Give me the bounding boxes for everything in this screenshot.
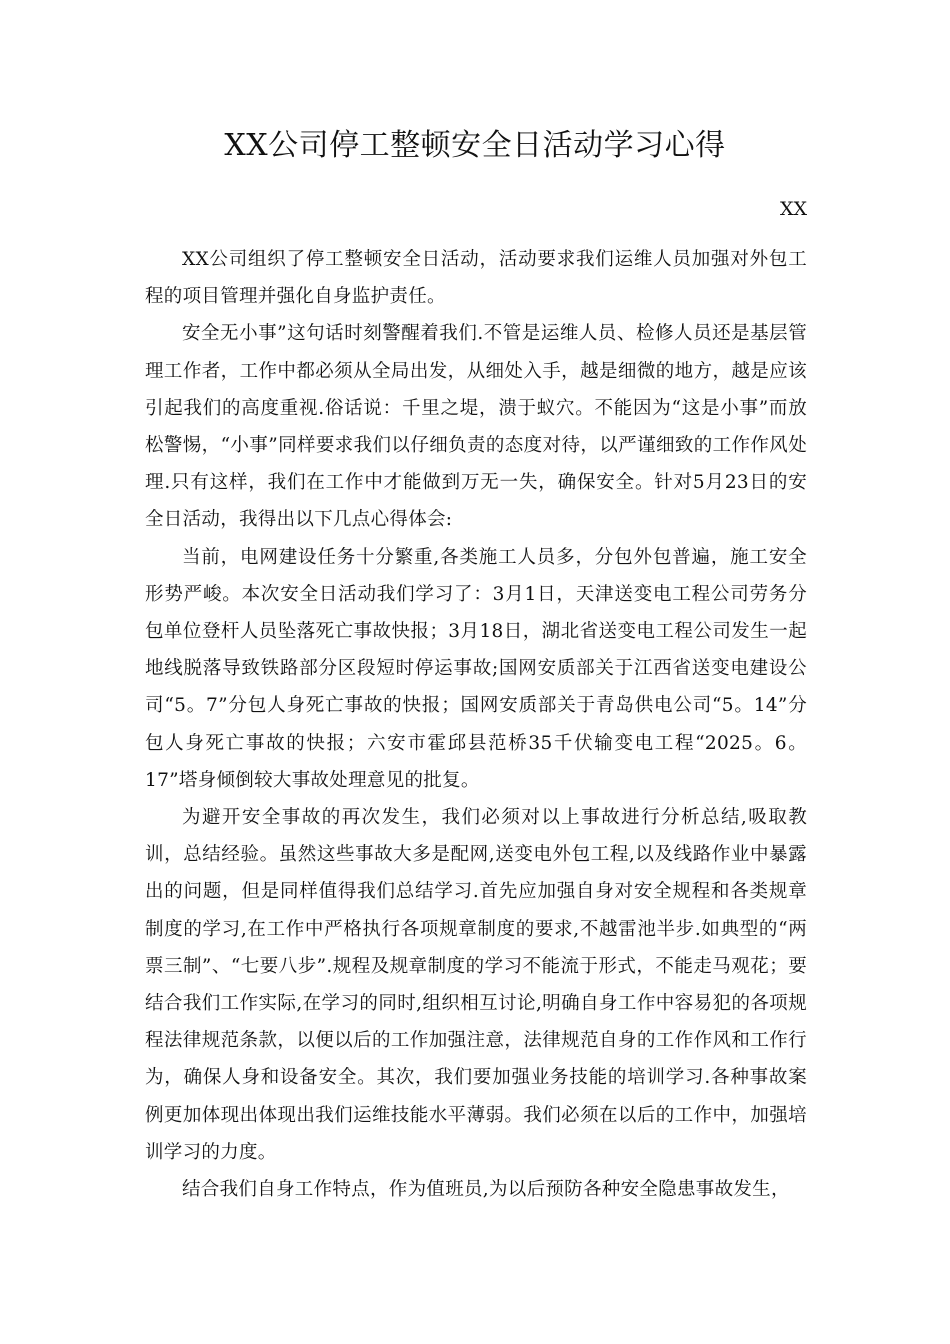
paragraph-2: 安全无小事”这句话时刻警醒着我们.不管是运维人员、检修人员还是基层管理工作者，工作中都必须从全局出发，从细处入手，越是细微的地方，越是应该引起我们的高度重视.俗话说：千里之堤，溃于蚁穴。不能因为“这是小事”而放松警惕，“小事”同样要求我们以仔细负责的态度对待，以严谨细致的工作作风处理.只有这样，我们在工作中才能做到万无一失，确保安全。针对5月23日的安全日活动，我得出以下几点心得体会: <box>145 323 807 531</box>
paragraph-5: 结合我们自身工作特点，作为值班员,为以后预防各种安全隐患事故发生， <box>182 1179 790 1201</box>
document-body <box>145 241 807 1208</box>
document-title: XX公司停工整顿安全日活动学习心得 <box>224 128 726 163</box>
paragraph-3: 当前，电网建设任务十分繁重,各类施工人员多，分包外包普遍，施工安全形势严峻。本次安全日活动我们学习了：3月1日，天津送变电工程公司劳务分包单位登杆人员坠落死亡事故快报；3月18日，湖北省送变电工程公司发生一起地线脱落导致铁路部分区段短时停运事故;国网安质部关于江西省送变电建设公司“5。7”分包人身死亡事故的快报；国网安质部关于青岛供电公司“5。14”分包人身死亡事故的快报；六安市霍邱县范桥35千伏输变电工程“2025。6。17”塔身倾倒较大事故处理意见的批复。 <box>145 546 807 791</box>
document-author: XX <box>779 198 807 220</box>
paragraph-1: XX公司组织了停工整顿安全日活动，活动要求我们运维人员加强对外包工程的项目管理并强化自身监护责任。 <box>145 249 807 308</box>
paragraph-4: 为避开安全事故的再次发生，我们必须对以上事故进行分析总结,吸取教训，总结经验。虽然这些事故大多是配网,送变电外包工程,以及线路作业中暴露出的问题，但是同样值得我们总结学习.首先应加强自身对安全规程和各类规章制度的学习,在工作中严格执行各项规章制度的要求,不越雷池半步.如典型的“两票三制”、“七要八步”.规程及规章制度的学习不能流于形式，不能走马观花；要结合我们工作实际,在学习的同时,组织相互讨论,明确自身工作中容易犯的各项规程法律规范条款，以便以后的工作加强注意，法律规范自身的工作作风和工作行为，确保人身和设备安全。其次，我们要加强业务技能的培训学习.各种事故案例更加体现出体现出我们运维技能水平薄弱。我们必须在以后的工作中，加强培训学习的力度。 <box>145 807 807 1163</box>
